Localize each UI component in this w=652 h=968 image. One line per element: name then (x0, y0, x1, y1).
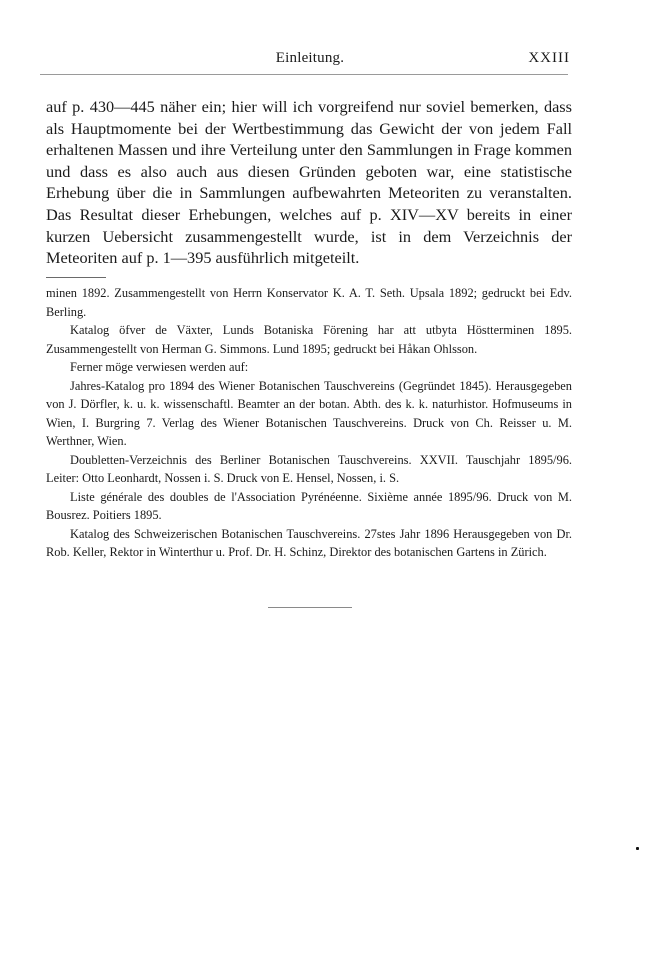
footnote-entry: Katalog des Schweizerischen Botanischen Tauschvereins. 27stes Jahr 1896 Herausgegeben von Dr. Rob. Keller, Rektor in Winterthur u. Prof. Dr. H. Schinz, Direktor des botanischen Gartens in Zürich. (46, 526, 572, 559)
main-text-block (46, 96, 572, 269)
footnotes (46, 284, 572, 562)
print-speck (636, 847, 639, 850)
footnote-entry: Doubletten-Verzeichnis des Berliner Botanischen Tauschvereins. XXVII. Tauschjahr 1895/96. Leiter: Otto Leonhardt, Nossen i. S. Druck von E. Hensel, Nossen, i. S. (46, 452, 572, 485)
footnote-entry: Ferner möge verwiesen werden auf: (70, 360, 249, 374)
footnote-rule (46, 277, 106, 278)
running-title: Einleitung. (275, 50, 345, 66)
body-paragraph: auf p. 430—445 näher ein; hier will ich vorgreifend nur soviel bemerken, dass als Hauptmomente bei der Wertbestimmung das Gewicht der von jedem Fall erhaltenen Massen und ihre Verteilung unter den Sammlungen in Frage kommen und dass es also auch aus diesen Gründen geboten war, eine statistische Erhebung über die in Sammlungen aufbewahrten Meteoriten zu veranstalten. Das Resultat dieser Erhebungen, welches auf p. XIV—XV bereits in einer kurzen Uebersicht zusammengestellt wurde, ist in dem Verzeichnis der Meteoriten auf p. 1—395 ausführlich mitgeteilt. (46, 97, 572, 268)
page-number: XXIII (528, 50, 570, 66)
page-header (48, 48, 572, 70)
header-rule (40, 74, 568, 75)
footnote-continuation: minen 1892. Zusammengestellt von Herrn Konservator K. A. T. Seth. Upsala 1892; gedruckt bei Edv. Berling. (46, 286, 572, 319)
footnote-entry: Katalog öfver de Växter, Lunds Botaniska Förening har att utbyta Höstterminen 1895. Zusammengestellt von Herman G. Simmons. Lund 1895; gedruckt bei Håkan Ohlsson. (46, 323, 572, 356)
footnote-entry: Jahres-Katalog pro 1894 des Wiener Botanischen Tauschvereins (Gegründet 1845). Herausgegeben von J. Dörfler, k. u. k. wissenschaftl. Beamter an der botan. Abth. des k. k. naturhistor. Hofmuseums in Wien, I. Burgring 7. Verlag des Wiener Botanischen Tauschvereins. Druck von Ch. Reisser u. M. Werthner, Wien. (46, 378, 572, 448)
section-end-rule (268, 607, 352, 608)
footnote-entry: Liste générale des doubles de l'Association Pyrénéenne. Sixième année 1895/96. Druck von M. Bousrez. Poitiers 1895. (46, 489, 572, 522)
